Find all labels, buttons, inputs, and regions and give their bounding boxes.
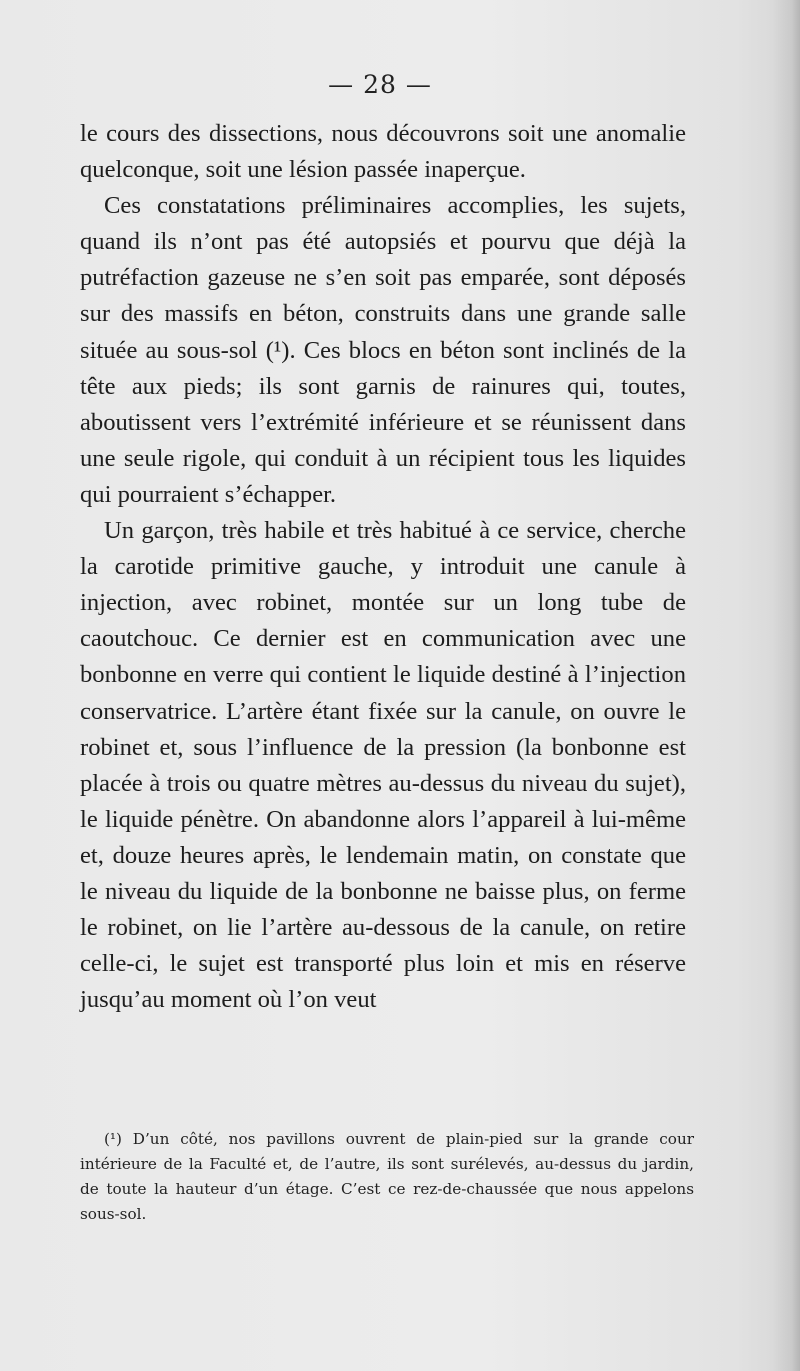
footnote: (¹) D’un côté, nos pavillons ouvrent de plain-pied sur la grande cour intérieure de la Faculté et, de l’autre, ils sont surélevés, au-dessus du jardin, de toute la hauteur d’un étage. C’est ce rez-de-chaussée que nous appelons sous-sol. [80,1130,694,1223]
paragraph: Ces constatations préliminaires accomplies, les sujets, quand ils n’ont pas été autopsiés et pourvu que déjà la putréfaction gazeuse ne s’en soit pas emparée, sont déposés sur des massifs en béton, construits dans une grande salle située au sous-sol (¹). Ces blocs en béton sont inclinés de la tête aux pieds; ils sont garnis de rainures qui, toutes, aboutissent vers l’extrémité inférieure et se réunissent dans une seule rigole, qui conduit à un récipient tous les liquides qui pourraient s’échapper. [80,192,686,508]
body-text [80,116,686,1018]
footnotes [80,1127,694,1227]
page-edge-shadow [772,0,800,1371]
paragraph: le cours des dissections, nous découvrons soit une anomalie quelconque, soit une lésion passée inaperçue. [80,120,686,184]
page-number: — 28 — [328,70,432,99]
paragraph: Un garçon, très habile et très habitué à ce service, cherche la carotide primitive gauche, y introduit une canule à injection, avec robinet, montée sur un long tube de caoutchouc. Ce dernier est en communication avec une bonbonne en verre qui contient le liquide destiné à l’injection conservatrice. L’artère étant fixée sur la canule, on ouvre le robinet et, sous l’influence de la pression (la bonbonne est placée à trois ou quatre mètres au-dessus du niveau du sujet), le liquide pénètre. On abandonne alors l’appareil à lui-même et, douze heures après, le lendemain matin, on constate que le niveau du liquide de la bonbonne ne baisse plus, on ferme le robinet, on lie l’artère au-dessous de la canule, on retire celle-ci, le sujet est transporté plus loin et mis en réserve jusqu’au moment où l’on veut [80,517,686,1014]
